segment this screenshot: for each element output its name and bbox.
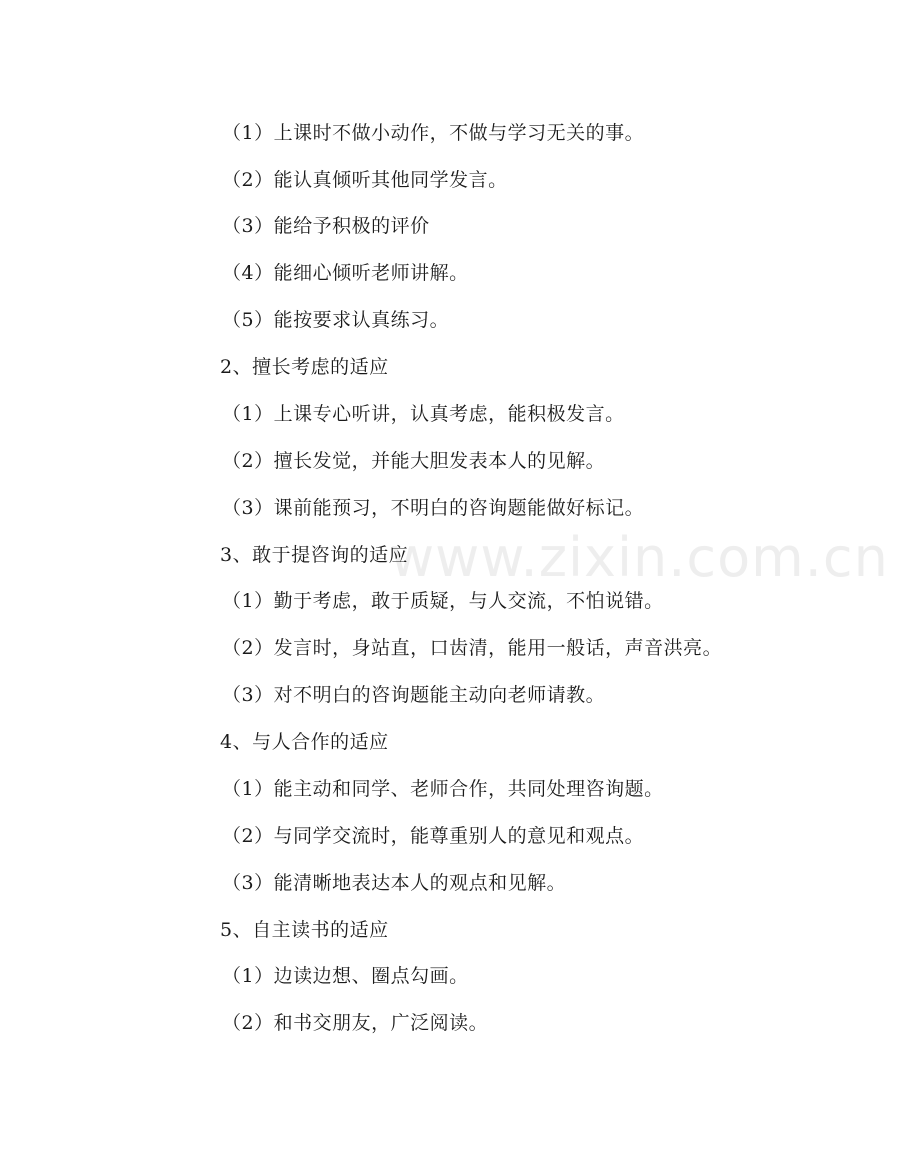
list-item: （2）擅长发觉，并能大胆发表本人的见解。 [222, 450, 606, 472]
watermark: www.zixin.com.cn [390, 526, 889, 589]
list-item: （3）对不明白的咨询题能主动向老师请教。 [222, 684, 606, 706]
list-item: （3）能清晰地表达本人的观点和见解。 [222, 872, 567, 894]
list-item: （5）能按要求认真练习。 [222, 309, 450, 331]
list-item: （2）能认真倾听其他同学发言。 [222, 169, 508, 191]
list-item: （1）边读边想、圈点勾画。 [222, 965, 469, 987]
section-heading: 5、自主读书的适应 [220, 919, 389, 941]
list-item: （1）能主动和同学、老师合作，共同处理咨询题。 [222, 778, 664, 800]
list-item: （2）发言时，身站直，口齿清，能用一般话，声音洪亮。 [222, 637, 723, 659]
list-item: （1）勤于考虑，敢于质疑，与人交流，不怕说错。 [222, 590, 664, 612]
section-heading: 4、与人合作的适应 [220, 731, 389, 753]
section-heading: 3、敢于提咨询的适应 [220, 544, 409, 566]
list-item: （3）能给予积极的评价 [222, 215, 430, 237]
list-item: （1）上课时不做小动作，不做与学习无关的事。 [222, 122, 645, 144]
section-heading: 2、擅长考虑的适应 [220, 356, 389, 378]
list-item: （2）与同学交流时，能尊重别人的意见和观点。 [222, 825, 645, 847]
list-item: （3）课前能预习，不明白的咨询题能做好标记。 [222, 497, 645, 519]
list-item: （2）和书交朋友，广泛阅读。 [222, 1012, 489, 1034]
list-item: （1）上课专心听讲，认真考虑，能积极发言。 [222, 403, 625, 425]
list-item: （4）能细心倾听老师讲解。 [222, 262, 469, 284]
